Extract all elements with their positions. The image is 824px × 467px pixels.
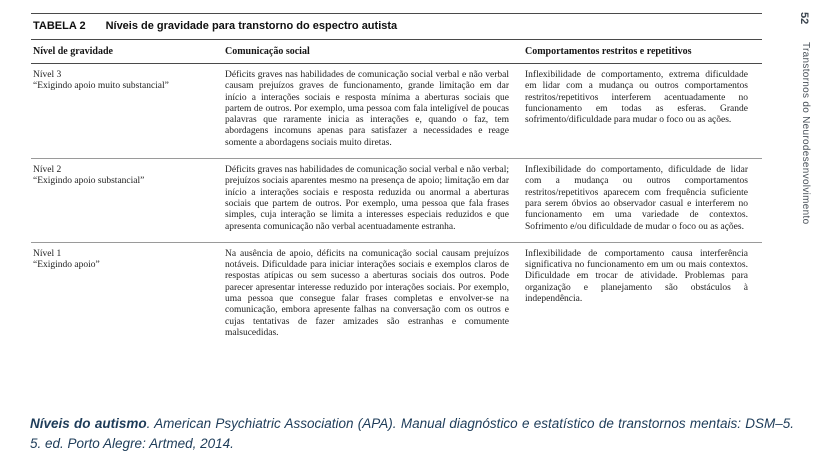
table-header-row bbox=[31, 40, 762, 64]
behavior-cell: Inflexibilidade de comportamento, extrema dificuldade em lidar com a mudança ou outros comportamentos restritos/repetitivos interferem acentuadamente no funcionamento em todas as esferas. Grande sofrimento/dificuldade para mudar o foco ou as ações. bbox=[525, 70, 748, 126]
table-label: TABELA 2 bbox=[33, 20, 86, 32]
table-row bbox=[31, 159, 762, 243]
level-name: Nível 3 bbox=[33, 70, 62, 80]
table-title: Níveis de gravidade para transtorno do espectro autista bbox=[105, 20, 398, 32]
level-cell bbox=[31, 159, 223, 243]
reference-caption bbox=[30, 414, 794, 455]
page-number: 52 bbox=[798, 12, 810, 25]
social-cell: Déficits graves nas habilidades de comunicação social verbal e não verbal; prejuízos sociais aparentes mesmo na presença de apoio; limitação em dar início a interações sociais e resposta reduzida ou anormal a aberturas sociais que partem de outros. Por exemplo, uma pessoa que fala frases simples, cuja interação se limita a interesses especiais reduzidos e que apresenta comunicação não verbal acentuadamente estranha. bbox=[223, 159, 523, 243]
column-header-social: Comunicação social bbox=[223, 40, 523, 64]
level-cell bbox=[31, 242, 223, 348]
chapter-title-vertical: Transtornos do Neurodesenvolvimento bbox=[800, 42, 811, 225]
caption-text: . American Psychiatric Association (APA). Manual diagnóstico e estatístico de transtornos mentais: DSM–5. 5. ed. Porto Alegre: Artmed, 2014. bbox=[30, 416, 794, 452]
level-quote: “Exigindo apoio” bbox=[33, 260, 100, 271]
caption-title: Níveis do autismo bbox=[30, 416, 147, 431]
column-header-level: Nível de gravidade bbox=[31, 40, 223, 64]
table-row bbox=[31, 64, 762, 159]
behavior-cell: Inflexibilidade de comportamento causa interferência significativa no funcionamento em um ou mais contextos. Dificuldade em trocar de atividade. Problemas para organização e planejamento são obstáculos à independência. bbox=[523, 242, 762, 348]
social-cell: Na ausência de apoio, déficits na comunicação social causam prejuízos notáveis. Dificuldade para iniciar interações sociais e exemplos claros de respostas atípicas ou sem sucesso a aberturas sociais dos outros. Pode parecer apresentar interesse reduzido por interações sociais. Por exemplo, uma pessoa que consegue falar frases completas e envolver-se na comunicação, embora apresente falhas na conversação com os outros e cujas tentativas de fazer amizades são estranhas e comumente malsucedidas. bbox=[223, 242, 523, 348]
level-name: Nível 1 bbox=[33, 248, 62, 259]
social-cell: Déficits graves nas habilidades de comunicação social verbal e não verbal causam prejuízos graves de funcionamento, grande limitação em dar início a interações sociais e resposta mínima a aberturas sociais que partem de outros. Por exemplo, uma pessoa com fala inteligível de poucas palavras que raramente inicia as interações e, quando o faz, tem abordagens incomuns apenas para satisfazer a necessidades e reage somente a abordagens sociais muito diretas. bbox=[225, 70, 509, 148]
table-row bbox=[31, 242, 762, 348]
table-titlebar bbox=[31, 13, 762, 40]
severity-table bbox=[31, 40, 762, 348]
severity-table-block bbox=[31, 13, 762, 348]
column-header-behavior: Comportamentos restritos e repetitivos bbox=[523, 40, 762, 64]
behavior-cell: Inflexibilidade do comportamento, dificuldade de lidar com a mudança ou outros comportamentos restritos/repetitivos aparecem com frequência suficiente para serem óbvios ao observador casual e interferem no funcionamento em uma variedade de contextos. Sofrimento e/ou dificuldade de mudar o foco ou as ações. bbox=[523, 159, 762, 243]
level-cell bbox=[31, 64, 223, 159]
level-quote: “Exigindo apoio muito substancial” bbox=[33, 81, 169, 92]
level-quote: “Exigindo apoio substancial” bbox=[33, 176, 145, 187]
level-name: Nível 2 bbox=[33, 165, 62, 176]
